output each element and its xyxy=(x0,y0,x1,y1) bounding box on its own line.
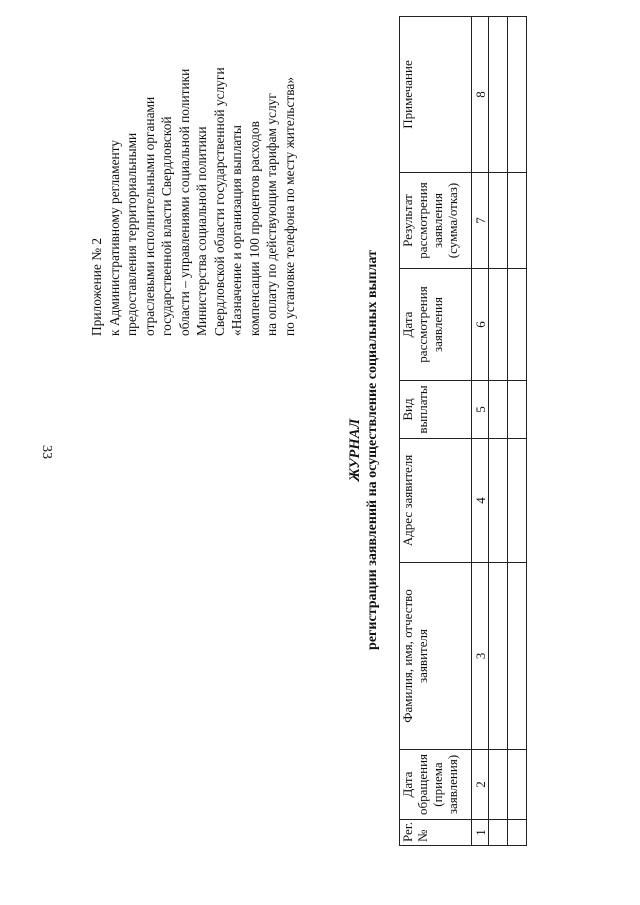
col-header-applicant-address: Адрес заявителя xyxy=(400,439,472,563)
appendix-line: «Назначение и организация выплаты xyxy=(229,125,244,336)
appendix-line: государственной власти Свердловской xyxy=(159,116,174,336)
appendix-line: компенсации 100 процентов расходов xyxy=(246,121,262,336)
journal-title: ЖУРНАЛ xyxy=(347,418,363,482)
col-header-review-date: Дата рассмотрения заявления xyxy=(400,269,472,381)
appendix-line: области – управлениями социальной политики xyxy=(176,68,192,336)
table-cell xyxy=(508,563,527,750)
col-header-review-result: Результат рассмотрения заявления (сумма/отказ) xyxy=(400,173,472,269)
table-cell xyxy=(508,173,527,269)
table-cell xyxy=(508,17,527,173)
appendix-line: предоставления территориальными xyxy=(124,132,139,336)
col-number: 8 xyxy=(472,17,489,173)
table-cell xyxy=(508,750,527,820)
col-number: 7 xyxy=(472,173,489,269)
table-header-row xyxy=(400,17,472,846)
appendix-line: по установке телефона по месту жительства» xyxy=(281,76,297,336)
appendix-line: Свердловской области государственной услуги xyxy=(211,67,227,336)
col-number: 6 xyxy=(472,269,489,381)
table-cell xyxy=(489,820,508,846)
appendix-line: к Административному регламенту xyxy=(106,139,122,336)
table-cell xyxy=(489,269,508,381)
col-number: 5 xyxy=(472,381,489,439)
table-cell xyxy=(508,381,527,439)
journal-table-block xyxy=(399,17,526,846)
journal-subtitle: регистрации заявлений на осуществление социальных выплат xyxy=(365,250,380,650)
col-number: 4 xyxy=(472,439,489,563)
col-number: 1 xyxy=(472,820,489,846)
table-cell xyxy=(489,381,508,439)
table-cell xyxy=(508,269,527,381)
appendix-block xyxy=(88,16,298,336)
col-header-payment-type: Вид выплаты xyxy=(400,381,472,439)
appendix-text xyxy=(88,16,298,336)
table-cell xyxy=(489,17,508,173)
table-cell xyxy=(489,439,508,563)
col-header-request-date: Дата обращения (приема заявления) xyxy=(400,750,472,820)
table-row xyxy=(508,17,527,846)
page-number: 33 xyxy=(39,445,54,459)
table-row xyxy=(489,17,508,846)
appendix-line: отраслевыми исполнительными органами xyxy=(141,96,157,336)
table-cell xyxy=(489,173,508,269)
table-cell xyxy=(508,820,527,846)
col-number: 3 xyxy=(472,563,489,750)
table-cell xyxy=(489,750,508,820)
col-header-note: Примечание xyxy=(400,17,472,173)
col-number: 2 xyxy=(472,750,489,820)
appendix-line: на оплату по действующим тарифам услуг xyxy=(264,93,279,336)
table-cell xyxy=(489,563,508,750)
journal-title-block xyxy=(346,230,386,670)
table-number-row xyxy=(472,17,489,846)
appendix-line: Министерства социальной политики xyxy=(194,126,209,336)
table-cell xyxy=(508,439,527,563)
journal-table xyxy=(399,16,527,846)
appendix-line: Приложение № 2 xyxy=(89,237,104,336)
col-header-applicant-name: Фамилия, имя, отчество заявителя xyxy=(400,563,472,750)
col-header-reg-number: Рег. № xyxy=(400,820,472,846)
